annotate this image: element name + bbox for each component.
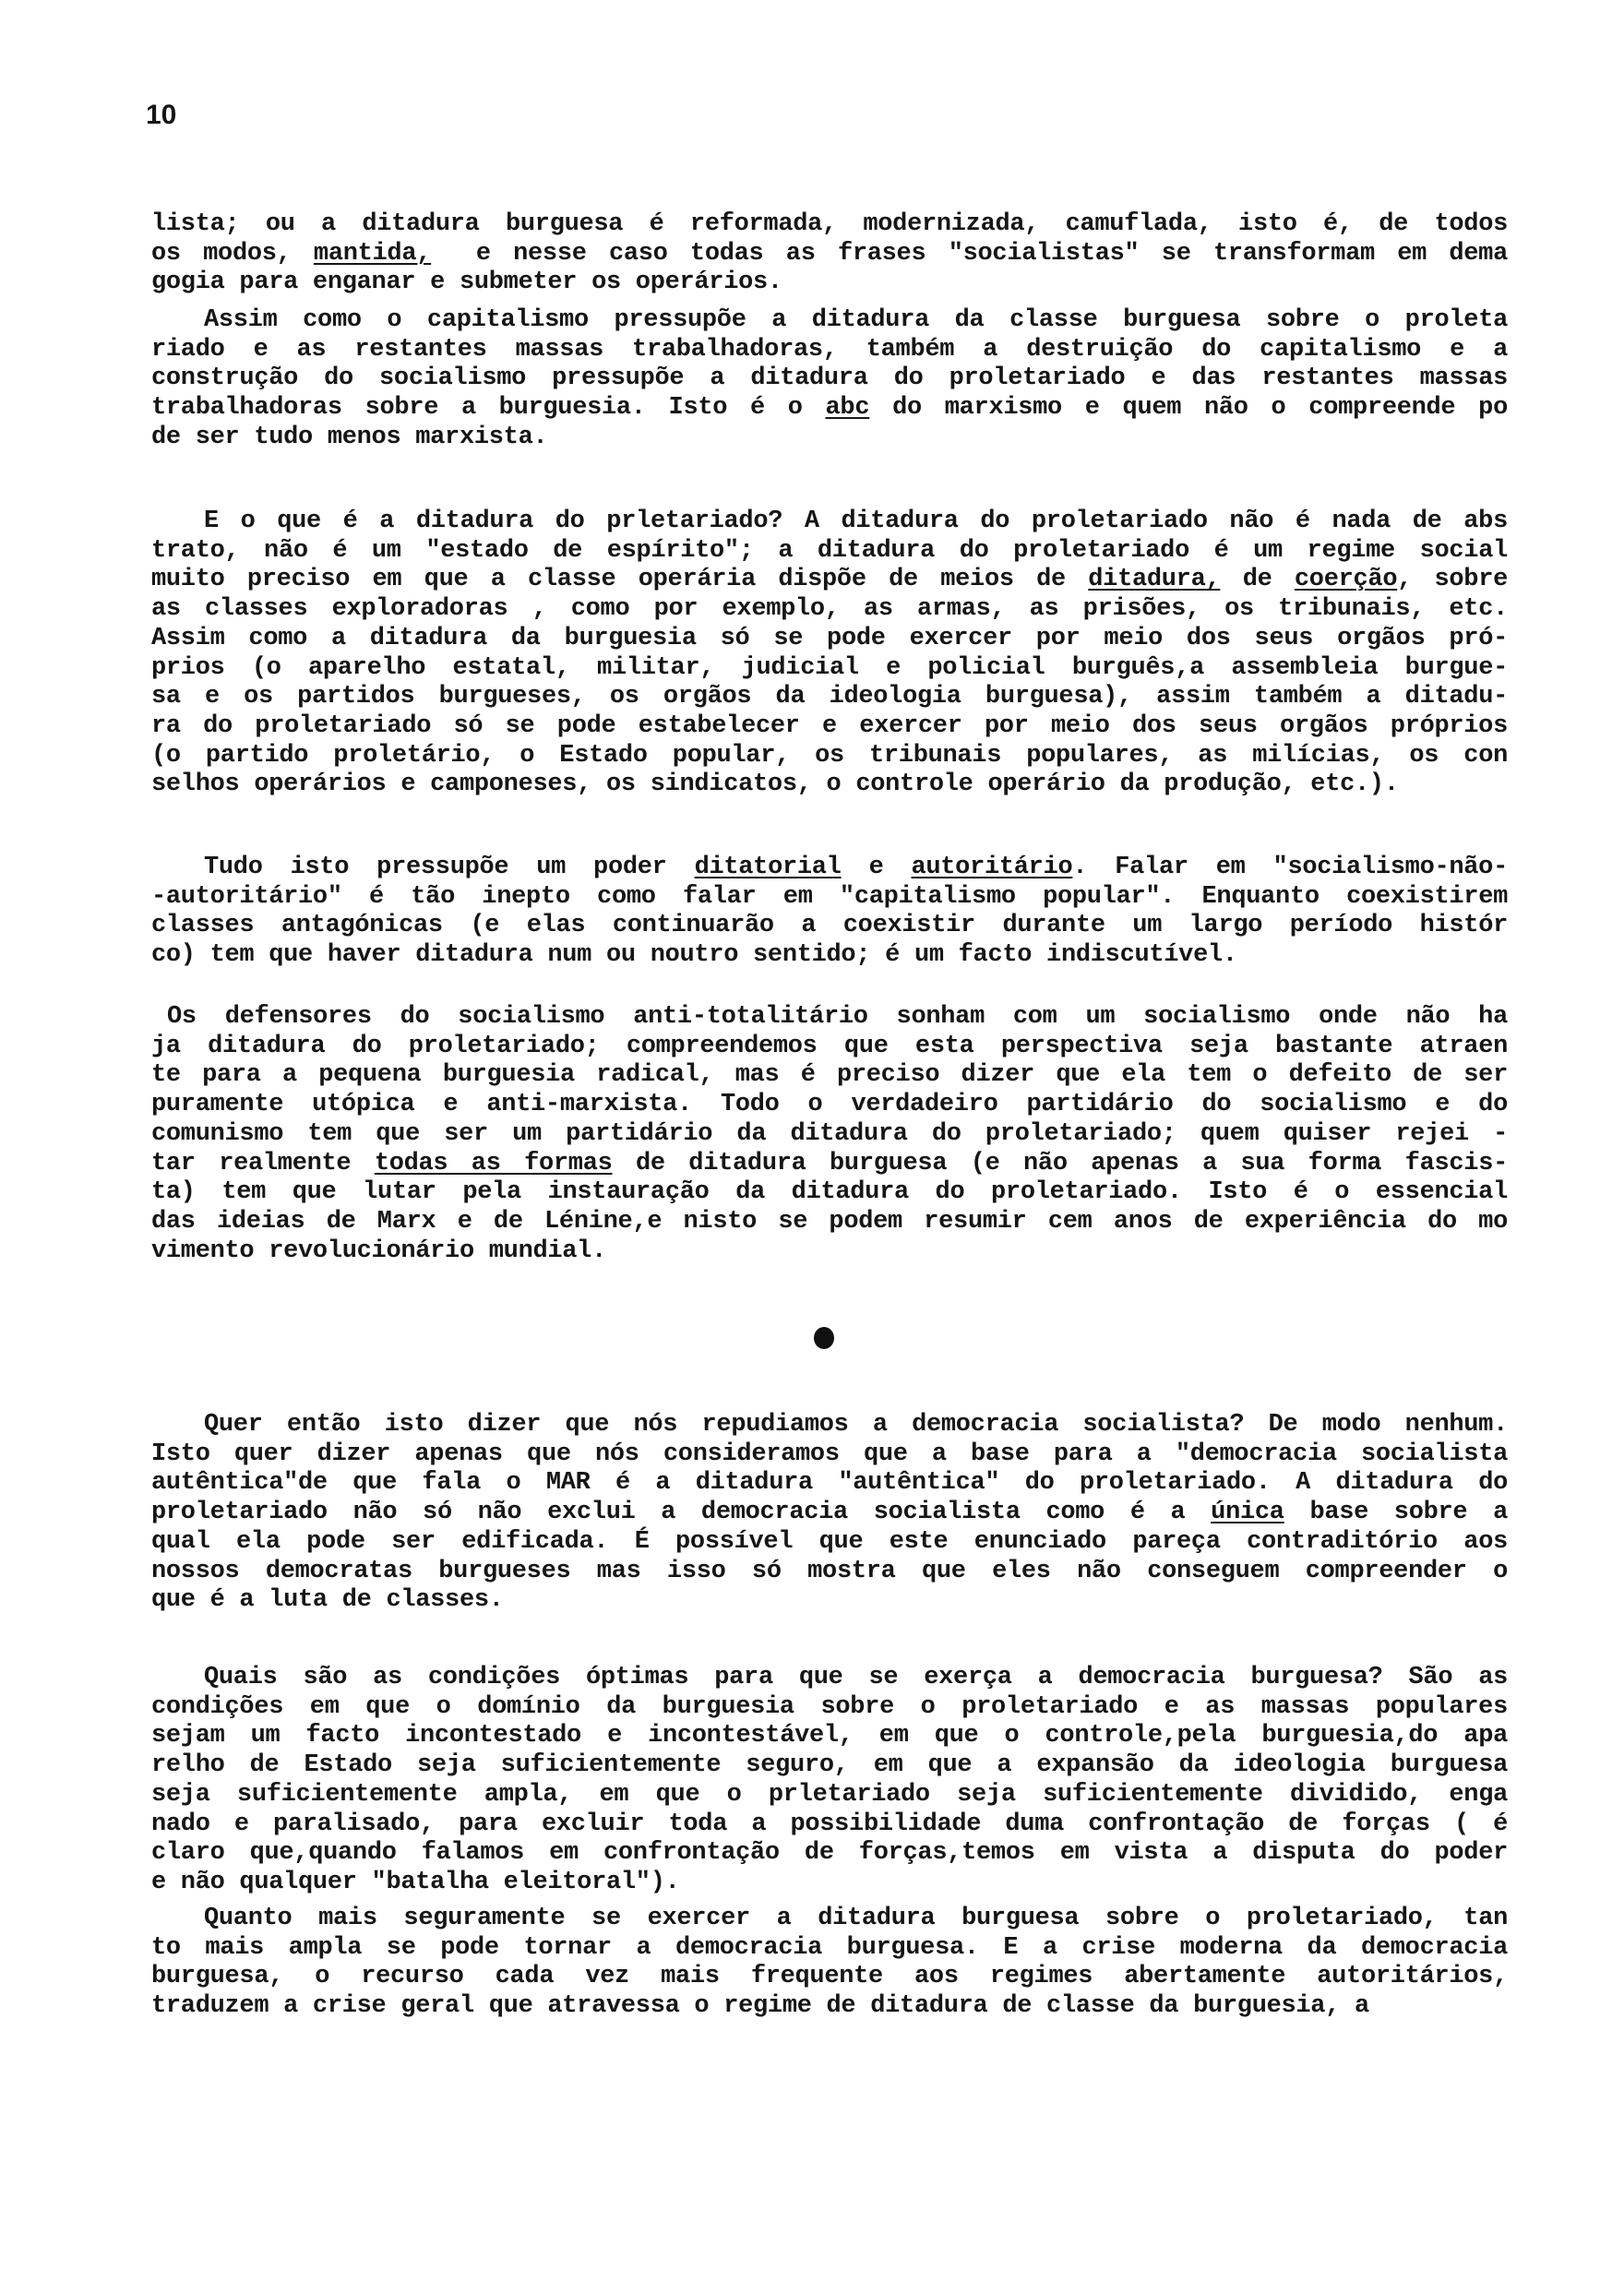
text-line	[151, 240, 1508, 269]
paragraph	[151, 1664, 1508, 1898]
text-line: Assim como o capitalismo pressupõe a ditadura da classe burguesa sobre o proleta	[204, 306, 1508, 334]
text-line: classes antagónicas (e elas continuarão a coexistir durante um largo período histór	[151, 912, 1508, 940]
section-separator-bullet	[814, 1327, 834, 1349]
page-number: 10	[146, 100, 177, 130]
paragraph	[151, 1905, 1508, 2022]
paragraph	[151, 210, 1508, 298]
underlined-text: mantida,	[313, 239, 432, 268]
text-line: te para a pequena burguesia radical, mas é preciso dizer que ela tem o defeito de ser	[151, 1061, 1508, 1090]
text-line: e não qualquer "batalha eleitoral").	[151, 1868, 680, 1896]
text-line: -autoritário" é tão inepto como falar em "capitalismo popular". Enquanto coexistirem	[151, 882, 1508, 911]
text-line: relho de Estado seja suficientemente seguro, em que a expansão da ideologia burguesa	[151, 1751, 1508, 1780]
text-line: Os defensores do socialismo anti-totalitário sonham com um socialismo onde não ha	[167, 1003, 1508, 1031]
paragraph	[151, 306, 1508, 453]
text-segment: muito preciso em que a classe operária dispõe de meios de	[151, 566, 1089, 594]
text-line: trato, não é um "estado de espírito"; a ditadura do proletariado é um regime social	[151, 536, 1508, 565]
text-line: Isto quer dizer apenas que nós consideramos que a base para a "democracia socialista	[151, 1440, 1508, 1468]
text-segment: Tudo isto pressupõe um poder	[204, 854, 695, 881]
text-line: co) tem que haver ditadura num ou noutro sentido; é um facto indiscutível.	[151, 941, 1237, 970]
text-segment: e	[841, 854, 912, 881]
text-segment: tar realmente	[151, 1149, 375, 1177]
text-line: prios (o aparelho estatal, militar, judicial e policial burguês,a assembleia burgue-	[151, 653, 1508, 682]
paragraph	[151, 508, 1508, 800]
text-segment: e nesse caso todas as frases "socialistas" se transformam em dema	[431, 239, 1508, 268]
text-line: E o que é a ditadura do prletariado? A ditadura do proletariado não é nada de abs	[204, 508, 1508, 535]
text-line: gogia para enganar e submeter os operários.	[151, 269, 782, 297]
text-line: traduzem a crise geral que atravessa o regime de ditadura de classe da burguesia, a	[151, 1992, 1369, 2021]
text-line: de ser tudo menos marxista.	[151, 423, 548, 451]
underlined-text: ditadura,	[1088, 566, 1221, 594]
text-line: condições em que o domínio da burguesia sobre o proletariado e as massas populares	[151, 1692, 1508, 1721]
text-line: ja ditadura do proletariado; compreendemos que esta perspectiva seja bastante atraen	[151, 1032, 1508, 1060]
text-line	[151, 1499, 1508, 1528]
text-line: riado e as restantes massas trabalhadoras, também a destruição do capitalismo e a	[151, 335, 1508, 364]
text-line: Assim como a ditadura da burguesia só se pode exercer por meio dos seus orgãos pró-	[151, 624, 1508, 652]
text-line: que é a luta de classes.	[151, 1586, 504, 1615]
text-line: nado e paralisado, para excluir toda a possibilidade duma confrontação de forças ( é	[151, 1810, 1508, 1838]
text-line: claro que,quando falamos em confrontação de forças,temos em vista a disputa do poder	[151, 1839, 1508, 1868]
text-line: burguesa, o recurso cada vez mais frequente aos regimes abertamente autoritários,	[151, 1963, 1508, 1991]
text-line: comunismo tem que ser um partidário da ditadura do proletariado; quem quiser rejei -	[151, 1119, 1508, 1148]
text-line: vimento revolucionário mundial.	[151, 1237, 606, 1265]
text-line	[151, 1150, 1508, 1179]
text-line: autêntica"de que fala o MAR é a ditadura "autêntica" do proletariado. A ditadura do	[151, 1469, 1508, 1498]
text-segment: , sobre	[1397, 566, 1508, 594]
underlined-text: abc	[825, 394, 870, 423]
text-segment: . Falar em "socialismo-não-	[1072, 854, 1508, 881]
text-line: nossos democratas burgueses mas isso só mostra que eles não conseguem compreender o	[151, 1557, 1508, 1585]
text-line: as classes exploradoras , como por exemplo, as armas, as prisões, os tribunais, etc.	[151, 595, 1508, 624]
text-line	[151, 854, 1508, 883]
text-line: Quais são as condições óptimas para que se exerça a democracia burguesa? São as	[204, 1664, 1508, 1691]
text-line: to mais ampla se pode tornar a democracia burguesa. E a crise moderna da democracia	[151, 1933, 1508, 1962]
text-line: seja suficientemente ampla, em que o prletariado seja suficientemente dividido, enga	[151, 1780, 1508, 1809]
text-segment: base sobre a	[1284, 1499, 1508, 1527]
text-line: sa e os partidos burgueses, os orgãos da ideologia burguesa), assim também a ditadu-	[151, 683, 1508, 711]
text-segment: proletariado não só não exclui a democracia socialista como é a	[151, 1499, 1212, 1527]
paragraph	[151, 1411, 1508, 1616]
text-line: Quer então isto dizer que nós repudiamos a democracia socialista? De modo nenhum.	[204, 1411, 1508, 1439]
paragraph	[151, 1003, 1508, 1266]
text-segment: de	[1220, 566, 1295, 594]
text-line: puramente utópica e anti-marxista. Todo o verdadeiro partidário do socialismo e do	[151, 1091, 1508, 1119]
text-line	[151, 394, 1508, 424]
underlined-text: coerção	[1294, 566, 1398, 594]
text-line: lista; ou a ditadura burguesa é reformada, modernizada, camuflada, isto é, de todos	[151, 210, 1508, 238]
underlined-text: autoritário	[911, 854, 1073, 881]
paragraph	[151, 854, 1508, 971]
underlined-text: todas as formas	[374, 1149, 613, 1177]
text-segment: os modos,	[151, 239, 314, 268]
text-segment: de ditadura burguesa (e não apenas a sua forma fascis-	[612, 1149, 1509, 1177]
text-line: (o partido proletário, o Estado popular, os tribunais populares, as milícias, os con	[151, 741, 1508, 770]
text-segment: trabalhadoras sobre a burguesia. Isto é o	[151, 394, 826, 423]
text-line: ra do proletariado só se pode estabelecer e exercer por meio dos seus orgãos próprios	[151, 711, 1508, 740]
text-line: das ideias de Marx e de Lénine,e nisto se podem resumir cem anos de experiência do mo	[151, 1207, 1508, 1236]
underlined-text: única	[1211, 1499, 1284, 1527]
text-line: construção do socialismo pressupõe a ditadura do proletariado e das restantes massas	[151, 364, 1508, 393]
text-line: selhos operários e camponeses, os sindicatos, o controle operário da produção, etc.).	[151, 771, 1399, 799]
text-segment: do marxismo e quem não o compreende po	[869, 394, 1508, 423]
text-line: ta) tem que lutar pela instauração da ditadura do proletariado. Isto é o essencial	[151, 1178, 1508, 1207]
text-line: sejam um facto incontestado e incontestável, em que o controle,pela burguesia,do apa	[151, 1722, 1508, 1750]
text-line	[151, 566, 1508, 595]
underlined-text: ditatorial	[694, 854, 842, 881]
text-line: Quanto mais seguramente se exercer a ditadura burguesa sobre o proletariado, tan	[204, 1905, 1508, 1932]
text-line: qual ela pode ser edificada. É possível que este enunciado pareça contraditório aos	[151, 1527, 1508, 1556]
